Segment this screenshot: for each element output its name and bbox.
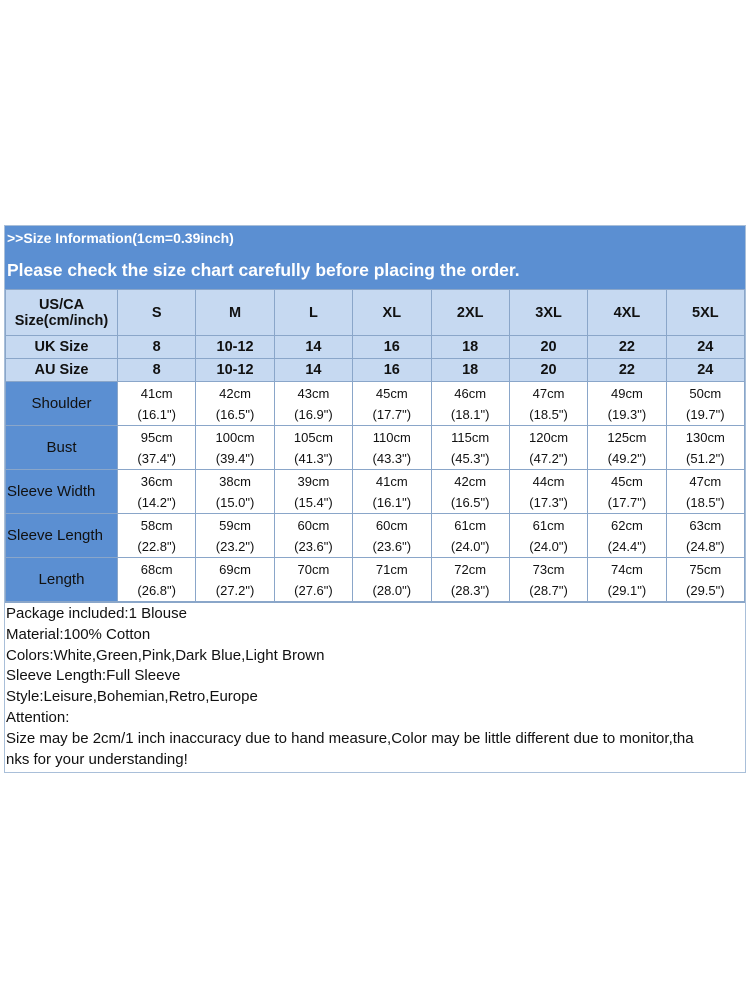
inch-value: (26.8") — [137, 582, 176, 598]
inch-value: (49.2") — [607, 450, 647, 466]
inch-value: (16.9") — [294, 406, 333, 422]
inch-value: (23.6") — [294, 538, 333, 554]
measurement-cell — [196, 514, 274, 558]
cm-value: 130cm — [685, 429, 725, 445]
notice-banner: Please check the size chart carefully before placing the order. — [5, 251, 745, 289]
au-size-cell: 24 — [666, 359, 744, 382]
cm-value: 105cm — [293, 429, 333, 445]
measurement-cell — [196, 470, 274, 514]
inch-value: (28.0") — [372, 582, 412, 598]
cm-value: 61cm — [454, 517, 487, 533]
us-size-header — [6, 290, 118, 336]
inch-value: (18.1") — [450, 406, 490, 422]
measurement-cell — [431, 426, 509, 470]
measurement-label: Shoulder — [6, 382, 118, 426]
inch-value: (27.2") — [215, 582, 255, 598]
uk-size-row — [6, 336, 745, 359]
measurement-cell — [588, 426, 666, 470]
size-2xl: 2XL — [431, 290, 509, 336]
cm-value: 69cm — [219, 561, 251, 577]
uk-size-cell: 20 — [509, 336, 587, 359]
size-s: S — [118, 290, 196, 336]
uk-size-cell: 16 — [353, 336, 431, 359]
size-info-banner: >>Size Information(1cm=0.39inch) — [5, 226, 745, 251]
note-line: nks for your understanding! — [6, 750, 188, 768]
cm-value: 45cm — [375, 385, 408, 401]
inch-value: (19.3") — [607, 406, 647, 422]
measurement-cell — [666, 470, 744, 514]
uk-size-cell: 18 — [431, 336, 509, 359]
measurement-cell — [666, 426, 744, 470]
inch-value: (14.2") — [137, 494, 176, 510]
note-line: Size may be 2cm/1 inch inaccuracy due to hand measure,Color may be little different due to monitor,tha — [6, 729, 694, 747]
us-size-header-line2: Size(cm/inch) — [14, 312, 109, 329]
uk-size-cell: 22 — [588, 336, 666, 359]
measurement-cell — [666, 382, 744, 426]
measurement-cell — [588, 514, 666, 558]
cm-value: 58cm — [140, 517, 173, 533]
inch-value: (24.4") — [607, 538, 647, 554]
inch-value: (18.5") — [529, 406, 568, 422]
inch-value: (17.3") — [529, 494, 568, 510]
cm-value: 71cm — [375, 561, 408, 577]
cm-value: 47cm — [532, 385, 565, 401]
inch-value: (39.4") — [215, 450, 255, 466]
au-size-cell: 16 — [353, 359, 431, 382]
measurement-cell — [588, 382, 666, 426]
inch-value: (45.3") — [450, 450, 490, 466]
cm-value: 72cm — [454, 561, 487, 577]
measurement-cell — [588, 470, 666, 514]
cm-value: 42cm — [219, 385, 251, 401]
note-line: Package included:1 Blouse — [6, 605, 187, 622]
cm-value: 50cm — [689, 385, 722, 401]
au-size-cell: 18 — [431, 359, 509, 382]
inch-value: (24.0") — [529, 538, 568, 554]
inch-value: (16.5") — [450, 494, 490, 510]
inch-value: (16.5") — [215, 406, 255, 422]
cm-value: 68cm — [140, 561, 173, 577]
uk-size-cell: 14 — [274, 336, 352, 359]
cm-value: 45cm — [611, 473, 643, 489]
au-size-cell: 10-12 — [196, 359, 274, 382]
inch-value: (47.2") — [529, 450, 568, 466]
measurement-cell — [274, 426, 352, 470]
cm-value: 44cm — [532, 473, 565, 489]
inch-value: (28.7") — [529, 582, 568, 598]
measurement-cell — [118, 382, 196, 426]
inch-value: (17.7") — [372, 406, 412, 422]
cm-value: 95cm — [140, 429, 173, 445]
cm-value: 46cm — [454, 385, 487, 401]
cm-value: 39cm — [297, 473, 330, 489]
size-xl: XL — [353, 290, 431, 336]
inch-value: (29.5") — [686, 582, 725, 598]
cm-value: 49cm — [611, 385, 643, 401]
inch-value: (29.1") — [607, 582, 647, 598]
product-notes — [5, 602, 745, 772]
inch-value: (23.6") — [372, 538, 412, 554]
note-line: Material:100% Cotton — [6, 625, 151, 643]
au-size-row — [6, 359, 745, 382]
cm-value: 61cm — [532, 517, 565, 533]
uk-size-cell: 10-12 — [196, 336, 274, 359]
cm-value: 75cm — [689, 561, 722, 577]
au-size-cell: 20 — [509, 359, 587, 382]
inch-value: (15.0") — [215, 494, 255, 510]
note-line: Attention: — [6, 708, 70, 726]
measurement-cell — [431, 470, 509, 514]
us-size-row — [6, 290, 745, 336]
measurement-cell — [118, 426, 196, 470]
measurement-cell — [431, 558, 509, 602]
au-size-cell: 8 — [118, 359, 196, 382]
size-5xl: 5XL — [666, 290, 744, 336]
measurement-cell — [353, 426, 431, 470]
inch-value: (15.4") — [294, 494, 333, 510]
measurement-cell — [118, 514, 196, 558]
cm-value: 115cm — [451, 429, 490, 445]
measurement-label: Sleeve Length — [6, 514, 118, 558]
inch-value: (41.3") — [294, 450, 333, 466]
cm-value: 73cm — [532, 561, 565, 577]
measurement-cell — [666, 514, 744, 558]
inch-value: (27.6") — [294, 582, 333, 598]
size-3xl: 3XL — [509, 290, 587, 336]
uk-size-cell: 24 — [666, 336, 744, 359]
inch-value: (16.1") — [137, 406, 176, 422]
inch-value: (43.3") — [372, 450, 412, 466]
measurement-label: Length — [6, 558, 118, 602]
cm-value: 59cm — [219, 517, 251, 533]
uk-size-label: UK Size — [6, 336, 118, 359]
size-l: L — [274, 290, 352, 336]
measurement-label: Sleeve Width — [6, 470, 118, 514]
measurement-cell — [509, 558, 587, 602]
cm-value: 60cm — [375, 517, 408, 533]
cm-value: 36cm — [140, 473, 173, 489]
cm-value: 63cm — [689, 517, 722, 533]
uk-size-cell: 8 — [118, 336, 196, 359]
inch-value: (19.7") — [686, 406, 725, 422]
measurement-cell — [196, 382, 274, 426]
measurement-row — [6, 558, 745, 602]
note-line: Sleeve Length:Full Sleeve — [6, 667, 181, 685]
cm-value: 41cm — [140, 385, 173, 401]
measurement-cell — [431, 382, 509, 426]
au-size-cell: 14 — [274, 359, 352, 382]
measurement-row — [6, 426, 745, 470]
inch-value: (22.8") — [137, 538, 176, 554]
measurement-cell — [353, 558, 431, 602]
inch-value: (24.0") — [450, 538, 490, 554]
inch-value: (51.2") — [686, 450, 725, 466]
inch-value: (28.3") — [450, 582, 490, 598]
us-size-header-line1: US/CA — [38, 296, 85, 313]
inch-value: (18.5") — [686, 494, 725, 510]
measurement-cell — [274, 514, 352, 558]
measurement-cell — [196, 558, 274, 602]
measurement-cell — [274, 382, 352, 426]
measurement-cell — [431, 514, 509, 558]
cm-value: 120cm — [529, 429, 569, 445]
measurement-cell — [509, 426, 587, 470]
cm-value: 47cm — [689, 473, 722, 489]
inch-value: (17.7") — [607, 494, 647, 510]
measurement-cell — [196, 426, 274, 470]
cm-value: 100cm — [215, 429, 255, 445]
measurement-row — [6, 382, 745, 426]
cm-value: 42cm — [454, 473, 487, 489]
measurement-cell — [353, 470, 431, 514]
au-size-cell: 22 — [588, 359, 666, 382]
au-size-label: AU Size — [6, 359, 118, 382]
size-chart — [4, 225, 746, 773]
cm-value: 62cm — [611, 517, 643, 533]
note-line: Colors:White,Green,Pink,Dark Blue,Light Brown — [6, 646, 325, 664]
cm-value: 125cm — [607, 429, 647, 445]
size-table — [5, 289, 745, 602]
measurement-cell — [274, 470, 352, 514]
measurement-cell — [509, 470, 587, 514]
cm-value: 74cm — [611, 561, 643, 577]
inch-value: (24.8") — [686, 538, 725, 554]
cm-value: 43cm — [297, 385, 330, 401]
size-m: M — [196, 290, 274, 336]
cm-value: 60cm — [297, 517, 330, 533]
measurement-row — [6, 514, 745, 558]
size-4xl: 4XL — [588, 290, 666, 336]
measurement-cell — [118, 558, 196, 602]
measurement-cell — [118, 470, 196, 514]
measurement-cell — [509, 382, 587, 426]
note-line: Style:Leisure,Bohemian,Retro,Europe — [6, 688, 258, 706]
measurement-cell — [353, 382, 431, 426]
measurement-label: Bust — [6, 426, 118, 470]
inch-value: (23.2") — [215, 538, 255, 554]
measurement-cell — [666, 558, 744, 602]
measurement-cell — [588, 558, 666, 602]
inch-value: (16.1") — [372, 494, 412, 510]
cm-value: 70cm — [297, 561, 330, 577]
cm-value: 110cm — [372, 429, 411, 445]
cm-value: 41cm — [375, 473, 408, 489]
measurement-cell — [353, 514, 431, 558]
cm-value: 38cm — [219, 473, 251, 489]
measurement-cell — [509, 514, 587, 558]
measurement-cell — [274, 558, 352, 602]
measurement-row — [6, 470, 745, 514]
inch-value: (37.4") — [137, 450, 176, 466]
